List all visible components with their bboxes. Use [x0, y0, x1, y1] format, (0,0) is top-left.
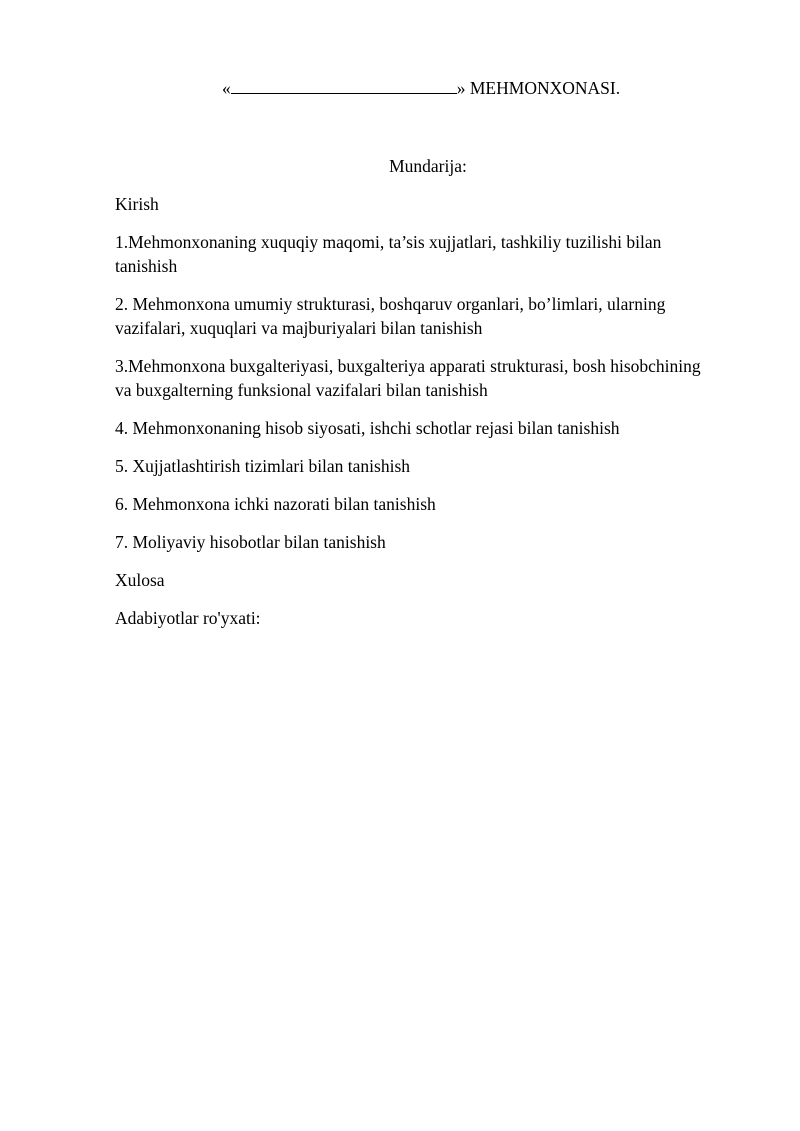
title-suffix: » MEHMONXONASI. [456, 78, 621, 98]
toc-heading: Mundarija: [389, 156, 467, 176]
toc-item-3: 3.Mehmonxona buxgalteriyasi, buxgalteriya apparati strukturasi, bosh hisobchining va buxgalterning funksional vazifalari bilan tanishish [115, 356, 701, 400]
toc-item-4: 4. Mehmonxonaning hisob siyosati, ishchi schotlar rejasi bilan tanishish [115, 418, 620, 438]
toc-item-conclusion: Xulosa [115, 570, 165, 590]
toc-list [115, 192, 715, 644]
document-title [222, 77, 620, 99]
title-blank-line [231, 79, 457, 94]
toc-item-2: 2. Mehmonxona umumiy strukturasi, boshqaruv organlari, bo’limlari, ularning vazifalari, xuquqlari va majburiyalari bilan tanishish [115, 294, 666, 338]
toc-item-references: Adabiyotlar ro'yxati: [115, 608, 261, 628]
toc-item-6: 6. Mehmonxona ichki nazorati bilan tanishish [115, 494, 436, 514]
toc-item-5: 5. Xujjatlashtirish tizimlari bilan tanishish [115, 456, 411, 476]
toc-item-7: 7. Moliyaviy hisobotlar bilan tanishish [115, 532, 386, 552]
toc-item-intro: Kirish [115, 194, 159, 214]
toc-item-1: 1.Mehmonxonaning xuquqiy maqomi, ta’sis xujjatlari, tashkiliy tuzilishi bilan tanishish [115, 232, 662, 276]
title-prefix: « [222, 78, 231, 98]
